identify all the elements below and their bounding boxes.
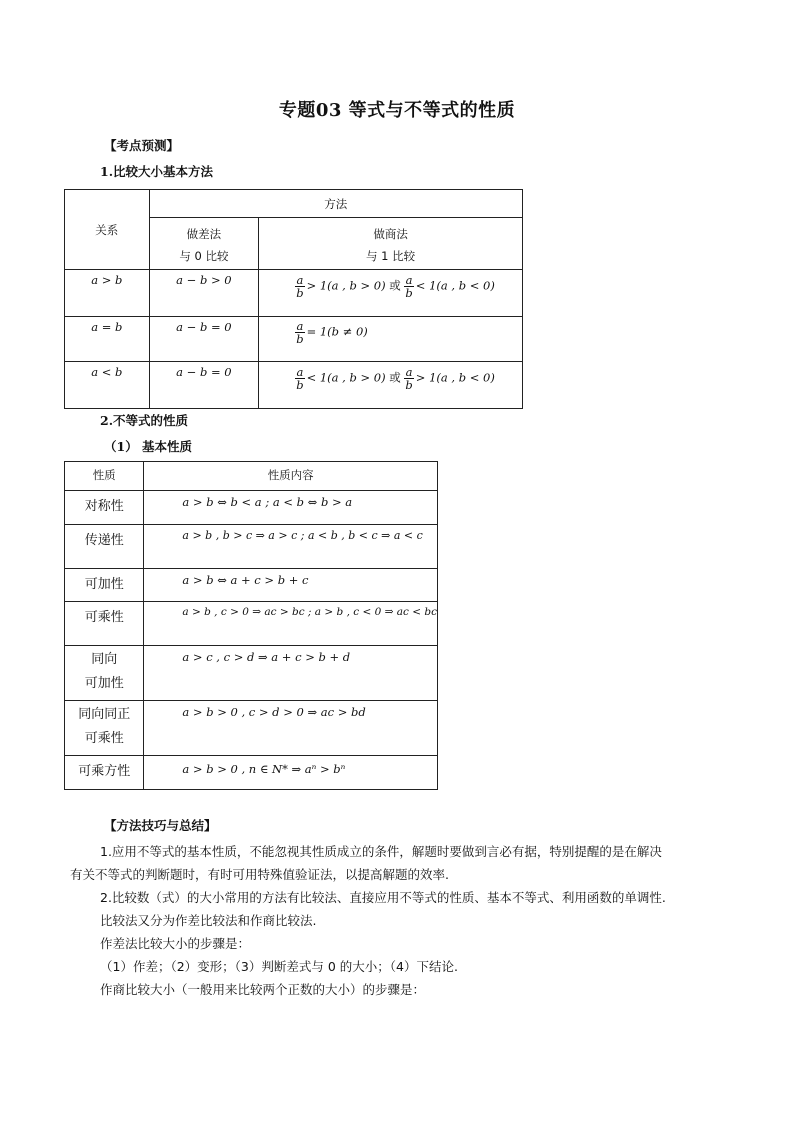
- paragraph: 2.比较数（式）的大小常用的方法有比较法、直接应用不等式的性质、基本不等式、利用函数的单调性.: [100, 890, 666, 905]
- diff-method-header: [149, 218, 259, 270]
- quot-method-header: [259, 218, 523, 270]
- table-row: [65, 646, 438, 701]
- table-row: [65, 317, 523, 362]
- property-name: 传递性: [65, 525, 144, 569]
- property-name: 同向同正 可乘性: [65, 701, 144, 756]
- relation-cell: a < b: [65, 362, 150, 409]
- property-content: a > b > 0 , c > d > 0 ⇒ ac > bd: [144, 701, 438, 756]
- diff-cell: a − b = 0: [149, 317, 259, 362]
- fraction: $\frac{a}{b}$: [405, 365, 413, 393]
- table-row: [65, 569, 438, 602]
- property-name: 同向 可加性: [65, 646, 144, 701]
- property-content: a > b , c > 0 ⇒ ac > bc ; a > b , c < 0 ⇒ ac < bc: [144, 602, 438, 646]
- property-name: 对称性: [65, 491, 144, 525]
- paragraph: 1.应用不等式的基本性质，不能忽视其性质成立的条件，解题时要做到言必有据，特别提醒的是在解决: [100, 844, 662, 859]
- property-content: a > b ⇔ b < a ; a < b ⇔ b > a: [144, 491, 438, 525]
- quot-cell: $\frac{a}{b}$ > 1(a , b > 0) 或 $\frac{a}{b}$ < 1(a , b < 0): [259, 270, 523, 317]
- properties-table: [64, 461, 438, 790]
- quot-cell: $\frac{a}{b}$ = 1(b ≠ 0): [259, 317, 523, 362]
- quot-method-sublabel: 与 1 比较: [366, 249, 416, 263]
- section-method-heading: 【方法技巧与总结】: [104, 818, 217, 833]
- property-name: 可加性: [65, 569, 144, 602]
- property-header: 性质: [65, 462, 144, 491]
- page-title: 专题03 等式与不等式的性质: [278, 100, 516, 121]
- method-header: 方法: [149, 190, 522, 218]
- subsection-basic-properties-heading: （1） 基本性质: [104, 439, 193, 454]
- table-row: [65, 701, 438, 756]
- table-row: [65, 525, 438, 569]
- diff-method-sublabel: 与 0 比较: [179, 249, 229, 263]
- relation-header: 关系: [65, 190, 150, 270]
- fraction: $\frac{a}{b}$: [405, 273, 413, 301]
- subsection-compare-heading: 1.比较大小基本方法: [100, 164, 214, 179]
- paragraph: 比较法又分为作差比较法和作商比较法.: [100, 913, 317, 928]
- paragraph: 有关不等式的判断题时，有时可用特殊值验证法，以提高解题的效率.: [70, 867, 449, 882]
- relation-cell: a > b: [65, 270, 150, 317]
- table-row: [65, 270, 523, 317]
- paragraph: 作商比较大小（一般用来比较两个正数的大小）的步骤是：: [100, 982, 426, 997]
- paragraph: 作差法比较大小的步骤是：: [100, 936, 251, 951]
- property-content: a > b , b > c ⇒ a > c ; a < b , b < c ⇒ a < c: [144, 525, 438, 569]
- relation-cell: a = b: [65, 317, 150, 362]
- fraction: $\frac{a}{b}$: [296, 319, 304, 347]
- subsection-properties-heading: 2.不等式的性质: [100, 413, 189, 428]
- compare-methods-table: [64, 189, 523, 409]
- property-content: a > c , c > d ⇒ a + c > b + d: [144, 646, 438, 701]
- content-header: 性质内容: [144, 462, 438, 491]
- table-row: [65, 491, 438, 525]
- quot-cell: $\frac{a}{b}$ < 1(a , b > 0) 或 $\frac{a}{b}$ > 1(a , b < 0): [259, 362, 523, 409]
- fraction: $\frac{a}{b}$: [296, 365, 304, 393]
- quot-method-label: 做商法: [373, 227, 408, 241]
- table-row: [65, 362, 523, 409]
- diff-cell: a − b = 0: [149, 362, 259, 409]
- property-content: a > b > 0 , n ∈ N* ⇒ aⁿ > bⁿ: [144, 756, 438, 790]
- paragraph: （1）作差；（2）变形；（3）判断差式与 0 的大小；（4）下结论.: [100, 959, 458, 974]
- diff-cell: a − b > 0: [149, 270, 259, 317]
- fraction: $\frac{a}{b}$: [296, 273, 304, 301]
- diff-method-label: 做差法: [186, 227, 222, 241]
- property-name: 可乘性: [65, 602, 144, 646]
- property-name: 可乘方性: [65, 756, 144, 790]
- table-row: [65, 756, 438, 790]
- property-content: a > b ⇔ a + c > b + c: [144, 569, 438, 602]
- method-summary: [70, 840, 770, 1001]
- table-row: [65, 602, 438, 646]
- section-forecast-heading: 【考点预测】: [104, 138, 180, 153]
